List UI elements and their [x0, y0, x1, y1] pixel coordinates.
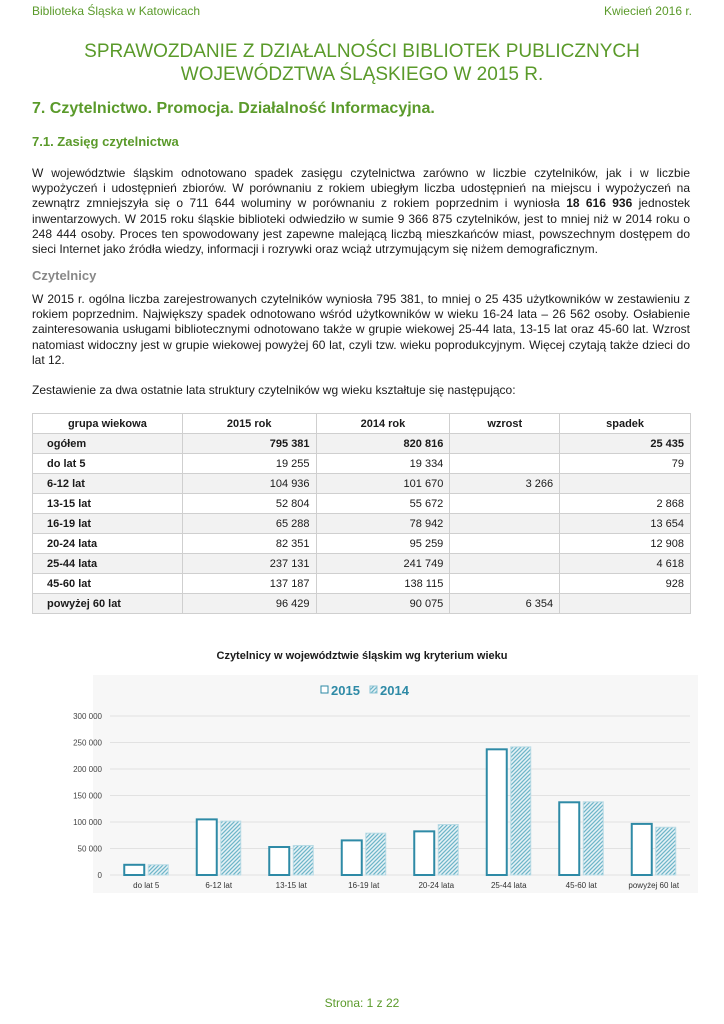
- bar-2014: [583, 802, 603, 875]
- legend-swatch-2014: [370, 686, 377, 693]
- table-cell: 96 429: [182, 594, 316, 614]
- bar-2014: [511, 747, 531, 875]
- x-tick-label: 45-60 lat: [565, 881, 597, 890]
- x-tick-label: 6-12 lat: [205, 881, 233, 890]
- x-tick-label: 25-44 lata: [490, 881, 527, 890]
- table-cell: 20-24 lata: [33, 534, 183, 554]
- bar-2014: [656, 827, 676, 875]
- paragraph-readers: W 2015 r. ogólna liczba zarejestrowanych czytelników wyniosła 795 381, to mniej o 25 435 użytkowników w zestawieniu z rokiem poprzednim. Największy spadek odnotowano wśród użytkowników w wieku 16-24 lata – 26 562 osoby. Osłabienie zainteresowania usługami bibliotecznymi odnotowano także w grupie wiekowej 25-44 lata, 13-15 lat oraz 45-60 lat. Wzrost natomiast widoczny jest w grupie wiekowej powyżej 60 lat, czyli tzw. wieku poprodukcyjnym. Więcej czytają także dzieci do lat 12.: [32, 292, 690, 367]
- table-cell: 79: [560, 454, 691, 474]
- header-library-name: Biblioteka Śląska w Katowicach: [32, 4, 201, 18]
- table-cell: 90 075: [316, 594, 450, 614]
- legend-label-2014: 2014: [380, 683, 409, 698]
- table-cell: 95 259: [316, 534, 450, 554]
- chart-background: [93, 675, 698, 893]
- x-tick-label: 13-15 lat: [275, 881, 307, 890]
- table-cell: 16-19 lat: [33, 514, 183, 534]
- table-cell: 6 354: [450, 594, 560, 614]
- table-cell: 2 868: [560, 494, 691, 514]
- y-tick-label: 150 000: [73, 791, 102, 801]
- table-header-cell: grupa wiekowa: [33, 414, 183, 434]
- table-cell: 25 435: [560, 434, 691, 454]
- table-cell: 138 115: [316, 574, 450, 594]
- table-cell: 55 672: [316, 494, 450, 514]
- table-cell: 4 618: [560, 554, 691, 574]
- table-cell: 137 187: [182, 574, 316, 594]
- paragraph-reach-text-2: jednostek inwentarzowych. W 2015 roku śląskie biblioteki odwiedziło w sumie 9 366 875 czytelników, jest to mniej niż w 2014 roku o 248 444 osoby. Proces ten spowodowany jest zapewne malejącą liczbą mieszkańców miast, powszechnym dostępem do sieci Internet jako źródła wiedzy, informacji i rozrywki oraz wciąż utrzymującym się niżem demograficznym.: [32, 196, 690, 257]
- section-heading: 7. Czytelnictwo. Promocja. Działalność Informacyjna.: [32, 100, 435, 117]
- table-cell: do lat 5: [33, 454, 183, 474]
- paragraph-reach-text-1: W województwie śląskim odnotowano spadek zasięgu czytelnictwa zarówno w liczbie czytelników, jak i w liczbie wypożyczeń i udostępnień zbiorów. W porównaniu z rokiem ubiegłym liczba udostępnień na miejscu i wypożyczeń na zewnątrz zmniejszyła się o 711 644 woluminy w porównaniu z rokiem poprzednim i wyniosła: [32, 166, 690, 211]
- x-tick-label: 20-24 lata: [418, 881, 455, 890]
- y-tick-label: 50 000: [77, 844, 102, 854]
- table-cell: 13-15 lat: [33, 494, 183, 514]
- table-cell: 45-60 lat: [33, 574, 183, 594]
- page-title-line2: WOJEWÓDZTWA ŚLĄSKIEGO W 2015 R.: [180, 64, 544, 85]
- paragraph-table-intro: Zestawienie za dwa ostatnie lata struktury czytelników wg wieku kształtuje się następująco:: [32, 383, 516, 397]
- table-header-cell: 2015 rok: [182, 414, 316, 434]
- legend-label-2015: 2015: [331, 683, 360, 698]
- bar-2014: [293, 845, 313, 875]
- table-cell: 6-12 lat: [33, 474, 183, 494]
- table-cell: 19 255: [182, 454, 316, 474]
- table-cell: 25-44 lata: [33, 554, 183, 574]
- table-header-cell: wzrost: [450, 414, 560, 434]
- table-cell: 795 381: [182, 434, 316, 454]
- table-cell: 13 654: [560, 514, 691, 534]
- bar-2014: [366, 833, 386, 875]
- y-tick-label: 250 000: [73, 738, 102, 748]
- y-tick-label: 200 000: [73, 765, 102, 774]
- y-tick-label: 100 000: [73, 818, 102, 827]
- page-footer: Strona: 1 z 22: [324, 996, 400, 1010]
- bar-2015: [124, 865, 144, 875]
- page-title-line1: SPRAWOZDANIE Z DZIAŁALNOŚCI BIBLIOTEK PUBLICZNYCH: [84, 41, 640, 62]
- header-date: Kwiecień 2016 r.: [603, 4, 692, 18]
- table-cell: 82 351: [182, 534, 316, 554]
- table-cell: 78 942: [316, 514, 450, 534]
- paragraph-reach-bold-value: 18 616 936: [566, 196, 633, 211]
- bar-2015: [487, 749, 507, 875]
- table-cell: 19 334: [316, 454, 450, 474]
- table-cell: 65 288: [182, 514, 316, 534]
- table-cell: powyżej 60 lat: [33, 594, 183, 614]
- y-tick-label: 300 000: [73, 712, 102, 721]
- x-tick-label: do lat 5: [133, 881, 160, 890]
- table-cell: 241 749: [316, 554, 450, 574]
- bar-2015: [269, 847, 289, 875]
- table-cell: 101 670: [316, 474, 450, 494]
- bar-2015: [342, 840, 362, 875]
- bar-2015: [414, 831, 434, 875]
- legend-swatch-2015: [321, 686, 328, 693]
- table-cell: ogółem: [33, 434, 183, 454]
- x-tick-label: 16-19 lat: [348, 881, 380, 890]
- bar-2015: [559, 802, 579, 875]
- table-cell: 928: [560, 574, 691, 594]
- bar-2015: [197, 819, 217, 875]
- table-cell: 3 266: [450, 474, 560, 494]
- subsection-heading: 7.1. Zasięg czytelnictwa: [32, 134, 179, 149]
- table-header-cell: spadek: [560, 414, 691, 434]
- bar-2014: [148, 865, 168, 875]
- bar-2015: [632, 824, 652, 875]
- table-cell: 237 131: [182, 554, 316, 574]
- table-header-cell: 2014 rok: [316, 414, 450, 434]
- table-cell: 52 804: [182, 494, 316, 514]
- readers-heading: Czytelnicy: [32, 268, 97, 283]
- chart-title: Czytelnicy w województwie śląskim wg kryterium wieku: [216, 650, 508, 662]
- table-cell: 12 908: [560, 534, 691, 554]
- y-tick-label: 0: [97, 871, 102, 880]
- table-cell: 104 936: [182, 474, 316, 494]
- bar-2014: [221, 821, 241, 875]
- x-tick-label: powyżej 60 lat: [628, 881, 680, 890]
- bar-2014: [438, 825, 458, 875]
- table-cell: 820 816: [316, 434, 450, 454]
